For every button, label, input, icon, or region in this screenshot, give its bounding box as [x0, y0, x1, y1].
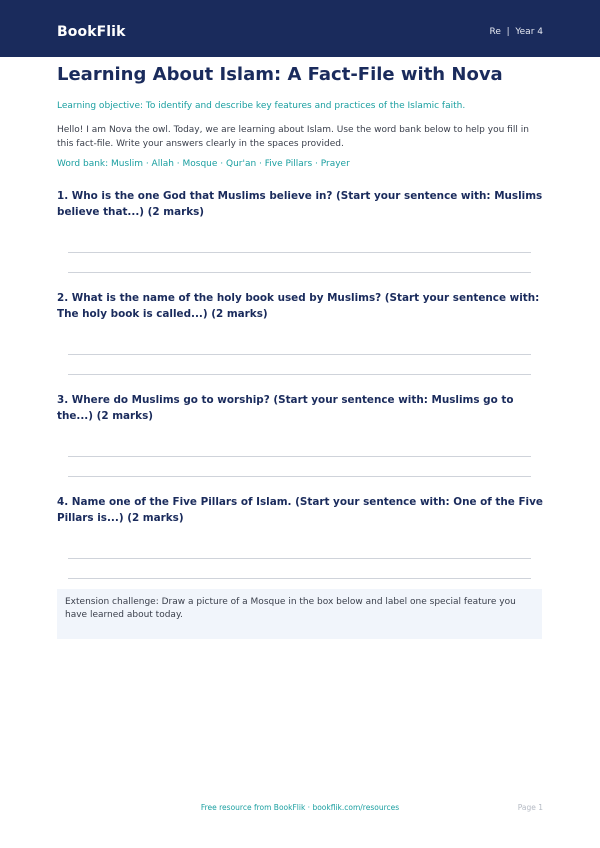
question-1 — [57, 189, 547, 220]
subject-year-label: Re | Year 4 — [489, 27, 543, 37]
answer-line[interactable] — [68, 354, 531, 355]
extension-challenge-box — [57, 589, 542, 639]
learning-objective: Learning objective: To identify and describe key features and practices of the Islamic faith. — [57, 101, 466, 111]
brand-logo-text: BookFlik — [57, 24, 126, 40]
question-2-text: 2. What is the name of the holy book used by Muslims? (Start your sentence with: The holy book is called...) (2 marks) — [57, 292, 540, 320]
page-number: Page 1 — [517, 803, 543, 812]
answer-line[interactable] — [68, 558, 531, 559]
extension-challenge-text: Extension challenge: Draw a picture of a Mosque in the box below and label one special feature you have learned about today. — [65, 597, 516, 620]
answer-line[interactable] — [68, 476, 531, 477]
page-title: Learning About Islam: A Fact-File with Nova — [57, 64, 503, 85]
header-bar — [0, 0, 600, 57]
question-1-text: 1. Who is the one God that Muslims believe in? (Start your sentence with: Muslims believe that...) (2 marks) — [57, 190, 543, 218]
answer-line[interactable] — [68, 456, 531, 457]
answer-line[interactable] — [68, 578, 531, 579]
question-4-text: 4. Name one of the Five Pillars of Islam. (Start your sentence with: One of the Five Pillars is...) (2 marks) — [57, 496, 543, 524]
question-3 — [57, 393, 547, 424]
question-4 — [57, 495, 547, 526]
answer-line[interactable] — [68, 374, 531, 375]
intro-text: Hello! I am Nova the owl. Today, we are learning about Islam. Use the word bank below to help you fill in this fact-file. Write your answers clearly in the spaces provided. — [57, 125, 529, 149]
footer-source: Free resource from BookFlik · bookflik.com/resources — [200, 803, 400, 812]
question-3-text: 3. Where do Muslims go to worship? (Start your sentence with: Muslims go to the...) (2 marks) — [57, 394, 514, 422]
question-2 — [57, 291, 547, 322]
word-bank: Word bank: Muslim · Allah · Mosque · Qur'an · Five Pillars · Prayer — [57, 159, 350, 169]
answer-line[interactable] — [68, 272, 531, 273]
answer-line[interactable] — [68, 252, 531, 253]
